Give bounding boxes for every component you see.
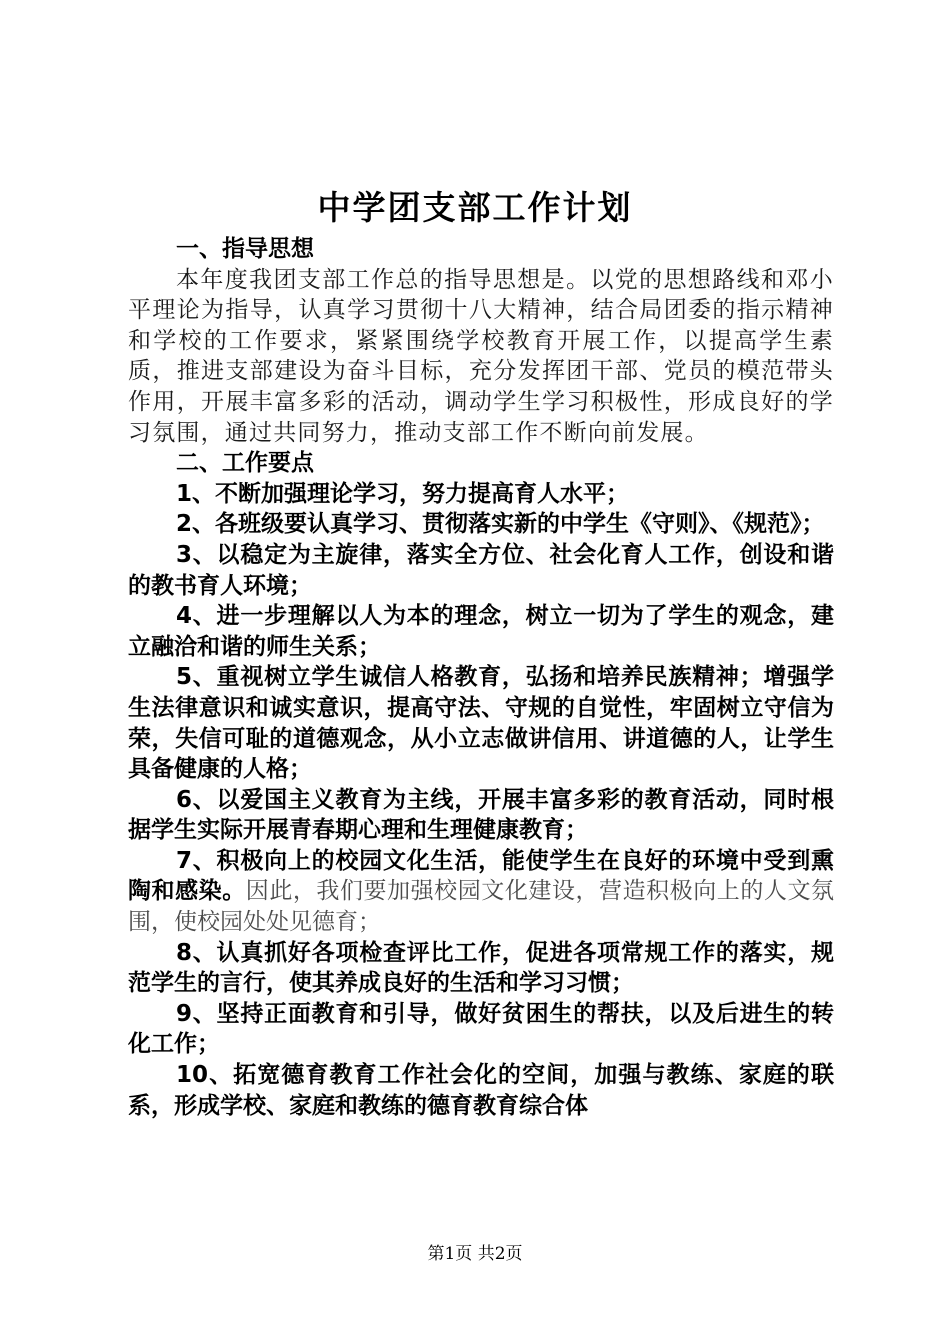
document-title: 中学团支部工作计划 xyxy=(317,188,633,227)
work-point-item-7 xyxy=(128,846,834,938)
work-point-item: 9、坚持正面教育和引导，做好贫困生的帮扶，以及后进生的转化工作； xyxy=(128,1000,834,1058)
guiding-thought-paragraph: 本年度我团支部工作总的指导思想是。以党的思想路线和邓小平理论为指导，认真学习贯彻十八大精神，结合局团委的指示精神和学校的工作要求，紧紧围绕学校教育开展工作，以提高学生素质，推进支部建设为奋斗目标，充分发挥团干部、党员的模范带头作用，开展丰富多彩的活动，调动学生学习积极性，形成良好的学习氛围，通过共同努力，推动支部工作不断向前发展。 xyxy=(128,266,834,446)
section-heading-work-points: 二、工作要点 xyxy=(176,450,314,477)
work-point-item: 1、不断加强理论学习，努力提高育人水平； xyxy=(176,480,630,507)
work-point-item: 8、认真抓好各项检查评比工作，促进各项常规工作的落实，规范学生的言行，使其养成良好的生活和学习习惯； xyxy=(128,939,834,997)
work-point-item: 5、重视树立学生诚信人格教育，弘扬和培养民族精神；增强学生法律意识和诚实意识，提高守法、守规的自觉性，牢固树立守信为荣，失信可耻的道德观念，从小立志做讲信用、讲道德的人，让学生具备健康的人格； xyxy=(128,664,834,783)
work-point-item: 2、各班级要认真学习、贯彻落实新的中学生《守则》、《规范》； xyxy=(176,511,825,538)
work-point-item: 4、进一步理解以人为本的理念，树立一切为了学生的观念，建立融洽和谐的师生关系； xyxy=(128,603,834,660)
page-number-footer: 第1页 共2页 xyxy=(427,1244,523,1264)
work-point-item: 10、拓宽德育教育工作社会化的空间，加强与教练、家庭的联系，形成学校、家庭和教练的德育教育综合体 xyxy=(128,1062,834,1119)
document-body xyxy=(128,234,834,1121)
work-point-item: 3、以稳定为主旋律，落实全方位、社会化育人工作，创设和谐的教书育人环境； xyxy=(128,541,834,599)
work-point-item-7-part2: 因此，我们要加强校园文化建设，营造积极向上的人文氛围，使校园处处见德育； xyxy=(128,878,835,936)
work-point-item: 6、以爱国主义教育为主线，开展丰富多彩的教育活动，同时根据学生实际开展青春期心理和生理健康教育； xyxy=(128,786,834,844)
work-point-item-7-part1: 7、积极向上的校园文化生活，能使学生在良好的环境中受到熏陶和感染。 xyxy=(128,847,834,905)
section-heading-guiding-thought: 一、指导思想 xyxy=(176,236,314,262)
